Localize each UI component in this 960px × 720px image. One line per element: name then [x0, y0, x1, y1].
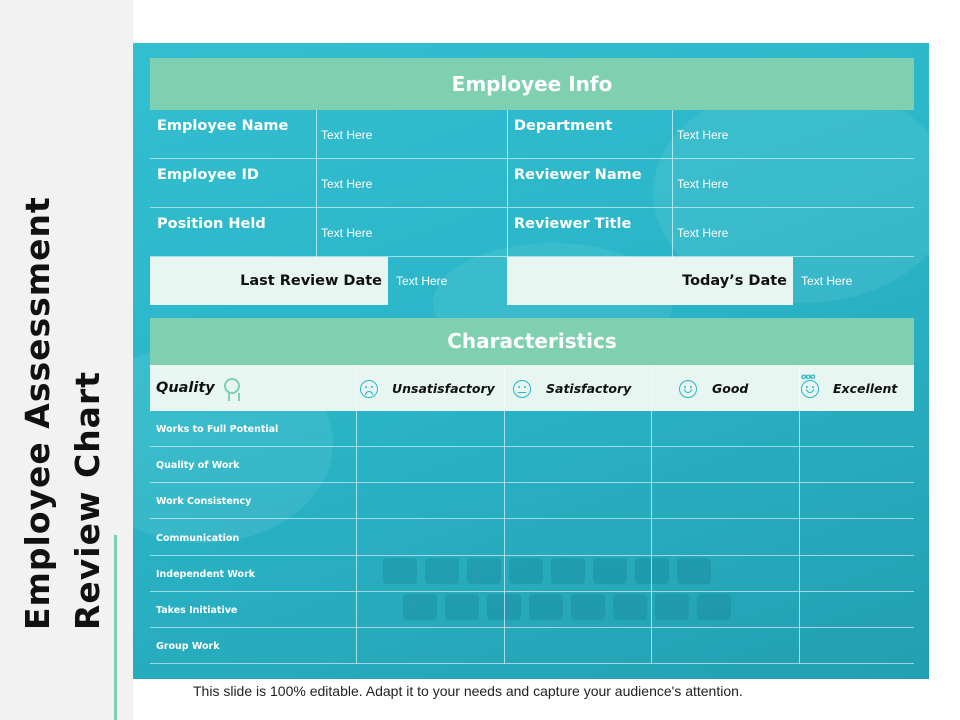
good-label: Good: [712, 381, 749, 396]
position-held-value[interactable]: Text Here: [321, 226, 373, 240]
column-divider: [504, 365, 505, 664]
last-review-date-value[interactable]: Text Here: [396, 274, 448, 288]
employee-id-label: Employee ID: [157, 167, 259, 183]
info-row: [150, 159, 914, 208]
department-value[interactable]: Text Here: [677, 128, 729, 142]
characteristic-label: Communication: [156, 533, 240, 544]
unsatisfactory-label: Unsatisfactory: [392, 381, 495, 396]
characteristic-label: Works to Full Potential: [156, 424, 279, 435]
sad-face-icon: [360, 380, 378, 398]
satisfactory-column-header: [504, 365, 652, 411]
slide-title-line-1: Employee Assessment: [18, 196, 57, 630]
department-label: Department: [514, 118, 613, 134]
divider: [672, 110, 673, 257]
todays-date-value[interactable]: Text Here: [801, 274, 853, 288]
neutral-face-icon: [513, 380, 531, 398]
reviewer-title-label: Reviewer Title: [514, 216, 632, 232]
divider: [507, 110, 508, 257]
sparkle-icon: ooo: [801, 372, 815, 381]
grin-face-icon: [801, 380, 819, 398]
employee-name-value[interactable]: Text Here: [321, 128, 373, 142]
divider: [316, 110, 317, 257]
excellent-label: Excellent: [833, 381, 898, 396]
info-row: [150, 208, 914, 257]
characteristic-label: Group Work: [156, 641, 220, 652]
column-divider: [799, 365, 800, 664]
employee-id-value[interactable]: Text Here: [321, 177, 373, 191]
employee-info-header: Employee Info: [150, 58, 914, 110]
good-column-header: [652, 365, 799, 411]
quality-label: Quality: [156, 380, 215, 396]
column-divider: [356, 365, 357, 664]
characteristics-header: Characteristics: [150, 318, 914, 365]
slide-title-line-2: Review Chart: [68, 370, 107, 630]
info-row: [150, 110, 914, 159]
smile-face-icon: [679, 380, 697, 398]
satisfactory-label: Satisfactory: [546, 381, 632, 396]
characteristic-label: Quality of Work: [156, 460, 240, 471]
reviewer-name-value[interactable]: Text Here: [677, 177, 729, 191]
employee-name-label: Employee Name: [157, 118, 289, 134]
excellent-column-header: [799, 365, 914, 411]
reviewer-name-label: Reviewer Name: [514, 167, 642, 183]
characteristic-label: Independent Work: [156, 569, 256, 580]
quality-column-header: [150, 365, 356, 411]
slide-title: [13, 160, 113, 630]
dates-row: [150, 257, 914, 305]
position-held-label: Position Held: [157, 216, 266, 232]
reviewer-title-value[interactable]: Text Here: [677, 226, 729, 240]
medal-icon: [224, 378, 240, 394]
characteristic-label: Work Consistency: [156, 496, 252, 507]
footer-note: This slide is 100% editable. Adapt it to your needs and capture your audience's attention.: [193, 683, 743, 699]
unsatisfactory-column-header: [356, 365, 504, 411]
todays-date-label: Today’s Date: [507, 257, 793, 305]
accent-line: [114, 535, 117, 720]
last-review-date-label: Last Review Date: [150, 257, 388, 305]
characteristic-label: Takes Initiative: [156, 605, 238, 616]
column-divider: [651, 365, 652, 664]
